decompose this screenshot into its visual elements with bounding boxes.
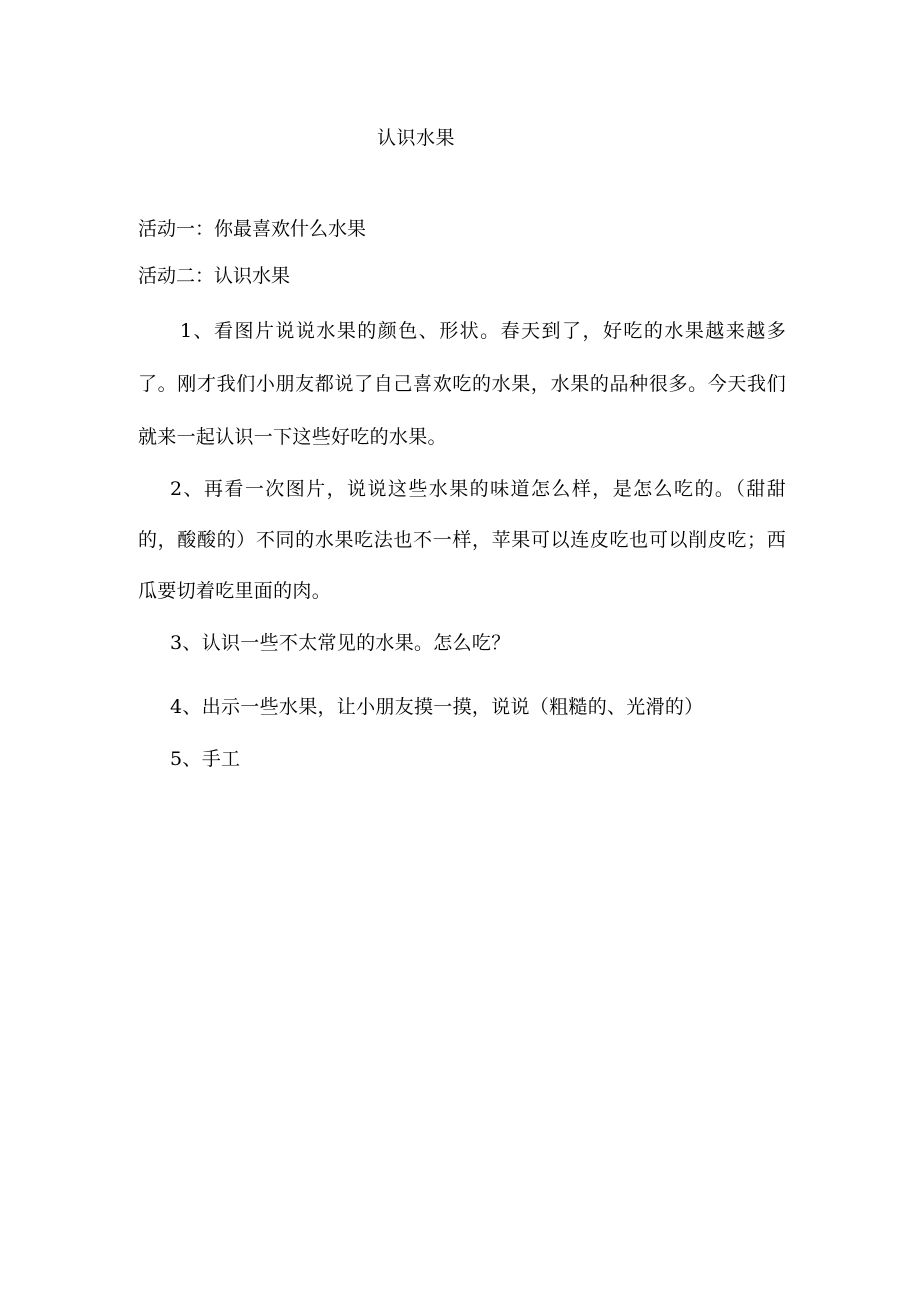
paragraph-step-4: 4、出示一些水果，让小朋友摸一摸，说说（粗糙的、光滑的） [170, 696, 704, 718]
paragraph-step-1: 1、看图片说说水果的颜色、形状。春天到了，好吃的水果越来越多了。刚才我们小朋友都说了自己喜欢吃的水果，水果的品种很多。今天我们就来一起认识一下这些好吃的水果。 [138, 320, 786, 448]
paragraph-step-5: 5、手工 [170, 748, 241, 770]
activity-one: 活动一：你最喜欢什么水果 [138, 218, 367, 240]
activity-two: 活动二：认识水果 [138, 265, 291, 287]
document-body [138, 214, 786, 785]
document-title: 认识水果 [376, 127, 455, 149]
paragraph-step-2: 2、再看一次图片，说说这些水果的味道怎么样，是怎么吃的。（甜甜的，酸酸的）不同的水果吃法也不一样，苹果可以连皮吃也可以削皮吃；西瓜要切着吃里面的肉。 [138, 478, 786, 602]
paragraph-step-3: 3、认识一些不太常见的水果。怎么吃？ [170, 632, 511, 654]
